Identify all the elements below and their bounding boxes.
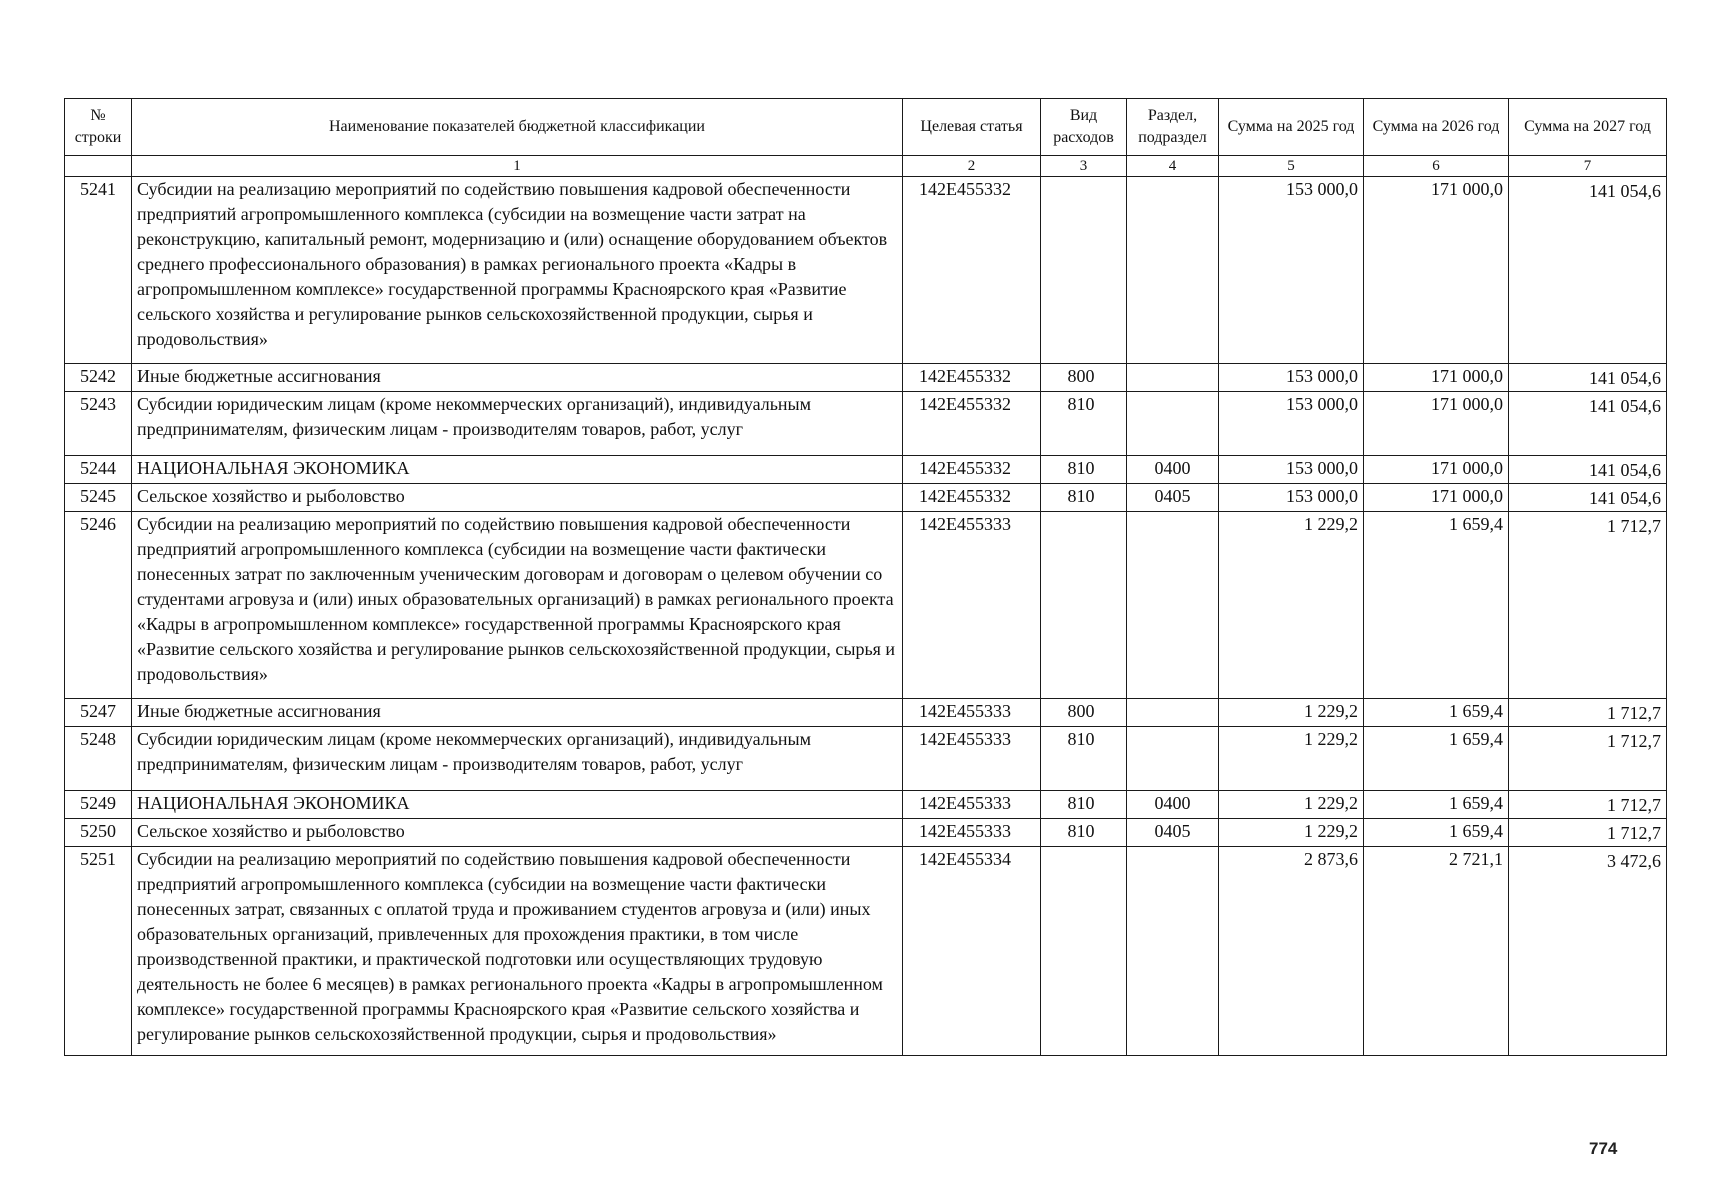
section-code: 0400 (1127, 791, 1219, 819)
row-number: 5242 (65, 364, 132, 392)
target-article: 142Е455332 (903, 392, 1041, 456)
table-row (65, 364, 1667, 392)
expense-type (1041, 512, 1127, 699)
table-row (65, 791, 1667, 819)
sum-2027 (1509, 484, 1667, 512)
sum-2027-value: 141 054,6 (1589, 396, 1661, 416)
expense-type: 810 (1041, 791, 1127, 819)
row-number: 5251 (65, 847, 132, 1056)
sum-2025: 1 229,2 (1219, 727, 1364, 791)
sum-2027-value: 3 472,6 (1607, 851, 1661, 871)
expense-type: 810 (1041, 484, 1127, 512)
section-code: 0405 (1127, 484, 1219, 512)
column-number: 6 (1364, 156, 1509, 177)
section-code (1127, 699, 1219, 727)
expense-type: 800 (1041, 364, 1127, 392)
row-number: 5248 (65, 727, 132, 791)
section-code (1127, 727, 1219, 791)
table-row (65, 819, 1667, 847)
indicator-name: Иные бюджетные ассигнования (132, 699, 903, 727)
indicator-name: Иные бюджетные ассигнования (132, 364, 903, 392)
sum-2026: 1 659,4 (1364, 699, 1509, 727)
sum-2025: 153 000,0 (1219, 484, 1364, 512)
column-number (65, 156, 132, 177)
sum-2026: 1 659,4 (1364, 512, 1509, 699)
expense-type: 810 (1041, 727, 1127, 791)
column-number: 7 (1509, 156, 1667, 177)
table-header (65, 99, 1667, 177)
sum-2027-value: 141 054,6 (1589, 368, 1661, 388)
header-expense-type: Вид расходов (1041, 99, 1127, 156)
indicator-name: Субсидии юридическим лицам (кроме некоммерческих организаций), индивидуальным предпринимателям, физическим лицам - производителям товаров, работ, услуг (132, 392, 903, 456)
expense-type: 810 (1041, 456, 1127, 484)
indicator-name: Сельское хозяйство и рыболовство (132, 484, 903, 512)
row-number: 5245 (65, 484, 132, 512)
indicator-name: Сельское хозяйство и рыболовство (132, 819, 903, 847)
row-number: 5244 (65, 456, 132, 484)
sum-2027 (1509, 512, 1667, 699)
target-article: 142Е455332 (903, 364, 1041, 392)
sum-2027 (1509, 819, 1667, 847)
sum-2025: 1 229,2 (1219, 512, 1364, 699)
column-number: 1 (132, 156, 903, 177)
sum-2027 (1509, 364, 1667, 392)
sum-2027-value: 1 712,7 (1607, 703, 1661, 723)
row-number: 5250 (65, 819, 132, 847)
sum-2025: 153 000,0 (1219, 364, 1364, 392)
indicator-name: Субсидии на реализацию мероприятий по содействию повышения кадровой обеспеченности предприятий агропромышленного комплекса (субсидии на возмещение части фактически понесенных затрат, связанных с оплатой труда и проживанием студентов агровуза и (или) иных образовательных организаций, привлеченных для прохождения практики, в том числе производственной практики, и практической подготовки или осуществляющих трудовую деятельность не более 6 месяцев) в рамках регионального проекта «Кадры в агропромышленном комплексе» государственной программы Красноярского края «Развитие сельского хозяйства и регулирование рынков сельскохозяйственной продукции, сырья и продовольствия» (132, 847, 903, 1056)
sum-2025: 1 229,2 (1219, 699, 1364, 727)
expense-type (1041, 177, 1127, 364)
sum-2027-value: 1 712,7 (1607, 731, 1661, 751)
table-row (65, 512, 1667, 699)
section-code (1127, 177, 1219, 364)
indicator-name: Субсидии на реализацию мероприятий по содействию повышения кадровой обеспеченности предприятий агропромышленного комплекса (субсидии на возмещение части фактически понесенных затрат по заключенным ученическим договорам и договорам о целевом обучении со студентами агровуза и (или) иных образовательных организаций) в рамках регионального проекта «Кадры в агропромышленном комплексе» государственной программы Красноярского края «Развитие сельского хозяйства и регулирование рынков сельскохозяйственной продукции, сырья и продовольствия» (132, 512, 903, 699)
sum-2025: 153 000,0 (1219, 392, 1364, 456)
sum-2025: 2 873,6 (1219, 847, 1364, 1056)
sum-2026: 1 659,4 (1364, 791, 1509, 819)
sum-2027 (1509, 392, 1667, 456)
column-number: 4 (1127, 156, 1219, 177)
sum-2027 (1509, 177, 1667, 364)
table-row (65, 847, 1667, 1056)
sum-2026: 171 000,0 (1364, 456, 1509, 484)
target-article: 142Е455334 (903, 847, 1041, 1056)
row-number: 5247 (65, 699, 132, 727)
sum-2025: 1 229,2 (1219, 791, 1364, 819)
sum-2027 (1509, 456, 1667, 484)
header-sum-2025: Сумма на 2025 год (1219, 99, 1364, 156)
sum-2027 (1509, 791, 1667, 819)
target-article: 142Е455332 (903, 177, 1041, 364)
header-target-article: Целевая статья (903, 99, 1041, 156)
row-number: 5246 (65, 512, 132, 699)
expense-type (1041, 847, 1127, 1056)
section-code: 0405 (1127, 819, 1219, 847)
sum-2026: 2 721,1 (1364, 847, 1509, 1056)
expense-type: 810 (1041, 819, 1127, 847)
sum-2027-value: 141 054,6 (1589, 181, 1661, 201)
sum-2027 (1509, 847, 1667, 1056)
row-number: 5243 (65, 392, 132, 456)
row-number: 5241 (65, 177, 132, 364)
target-article: 142Е455333 (903, 512, 1041, 699)
header-sum-2027: Сумма на 2027 год (1509, 99, 1667, 156)
section-code (1127, 392, 1219, 456)
header-row-number: № строки (65, 99, 132, 156)
section-code (1127, 364, 1219, 392)
section-code: 0400 (1127, 456, 1219, 484)
target-article: 142Е455332 (903, 484, 1041, 512)
column-number: 3 (1041, 156, 1127, 177)
sum-2026: 171 000,0 (1364, 177, 1509, 364)
table-row (65, 456, 1667, 484)
sum-2025: 153 000,0 (1219, 177, 1364, 364)
table-row (65, 392, 1667, 456)
table-row (65, 177, 1667, 364)
section-code (1127, 847, 1219, 1056)
indicator-name: НАЦИОНАЛЬНАЯ ЭКОНОМИКА (132, 791, 903, 819)
sum-2026: 171 000,0 (1364, 392, 1509, 456)
table-row (65, 727, 1667, 791)
target-article: 142Е455333 (903, 819, 1041, 847)
header-section: Раздел, подраздел (1127, 99, 1219, 156)
sum-2026: 171 000,0 (1364, 484, 1509, 512)
expense-type: 810 (1041, 392, 1127, 456)
sum-2027 (1509, 727, 1667, 791)
sum-2027 (1509, 699, 1667, 727)
target-article: 142Е455333 (903, 699, 1041, 727)
column-numbers-row (65, 156, 1667, 177)
sum-2027-value: 1 712,7 (1607, 823, 1661, 843)
sum-2025: 153 000,0 (1219, 456, 1364, 484)
sum-2026: 1 659,4 (1364, 727, 1509, 791)
header-name: Наименование показателей бюджетной классификации (132, 99, 903, 156)
section-code (1127, 512, 1219, 699)
table-row (65, 484, 1667, 512)
column-number: 2 (903, 156, 1041, 177)
sum-2027-value: 1 712,7 (1607, 795, 1661, 815)
page-number: 774 (1589, 1139, 1618, 1158)
table-row (65, 699, 1667, 727)
row-number: 5249 (65, 791, 132, 819)
sum-2027-value: 1 712,7 (1607, 516, 1661, 536)
indicator-name: Субсидии на реализацию мероприятий по содействию повышения кадровой обеспеченности предприятий агропромышленного комплекса (субсидии на возмещение части затрат на реконструкцию, капитальный ремонт, модернизацию и (или) оснащение оборудованием объектов среднего профессионального образования) в рамках регионального проекта «Кадры в агропромышленном комплексе» государственной программы Красноярского края «Развитие сельского хозяйства и регулирование рынков сельскохозяйственной продукции, сырья и продовольствия» (132, 177, 903, 364)
indicator-name: НАЦИОНАЛЬНАЯ ЭКОНОМИКА (132, 456, 903, 484)
expense-type: 800 (1041, 699, 1127, 727)
sum-2026: 1 659,4 (1364, 819, 1509, 847)
column-number: 5 (1219, 156, 1364, 177)
target-article: 142Е455332 (903, 456, 1041, 484)
indicator-name: Субсидии юридическим лицам (кроме некоммерческих организаций), индивидуальным предпринимателям, физическим лицам - производителям товаров, работ, услуг (132, 727, 903, 791)
budget-classification-table (64, 98, 1667, 1056)
sum-2027-value: 141 054,6 (1589, 460, 1661, 480)
target-article: 142Е455333 (903, 791, 1041, 819)
header-sum-2026: Сумма на 2026 год (1364, 99, 1509, 156)
target-article: 142Е455333 (903, 727, 1041, 791)
sum-2026: 171 000,0 (1364, 364, 1509, 392)
sum-2025: 1 229,2 (1219, 819, 1364, 847)
table-body (65, 177, 1667, 1056)
sum-2027-value: 141 054,6 (1589, 488, 1661, 508)
